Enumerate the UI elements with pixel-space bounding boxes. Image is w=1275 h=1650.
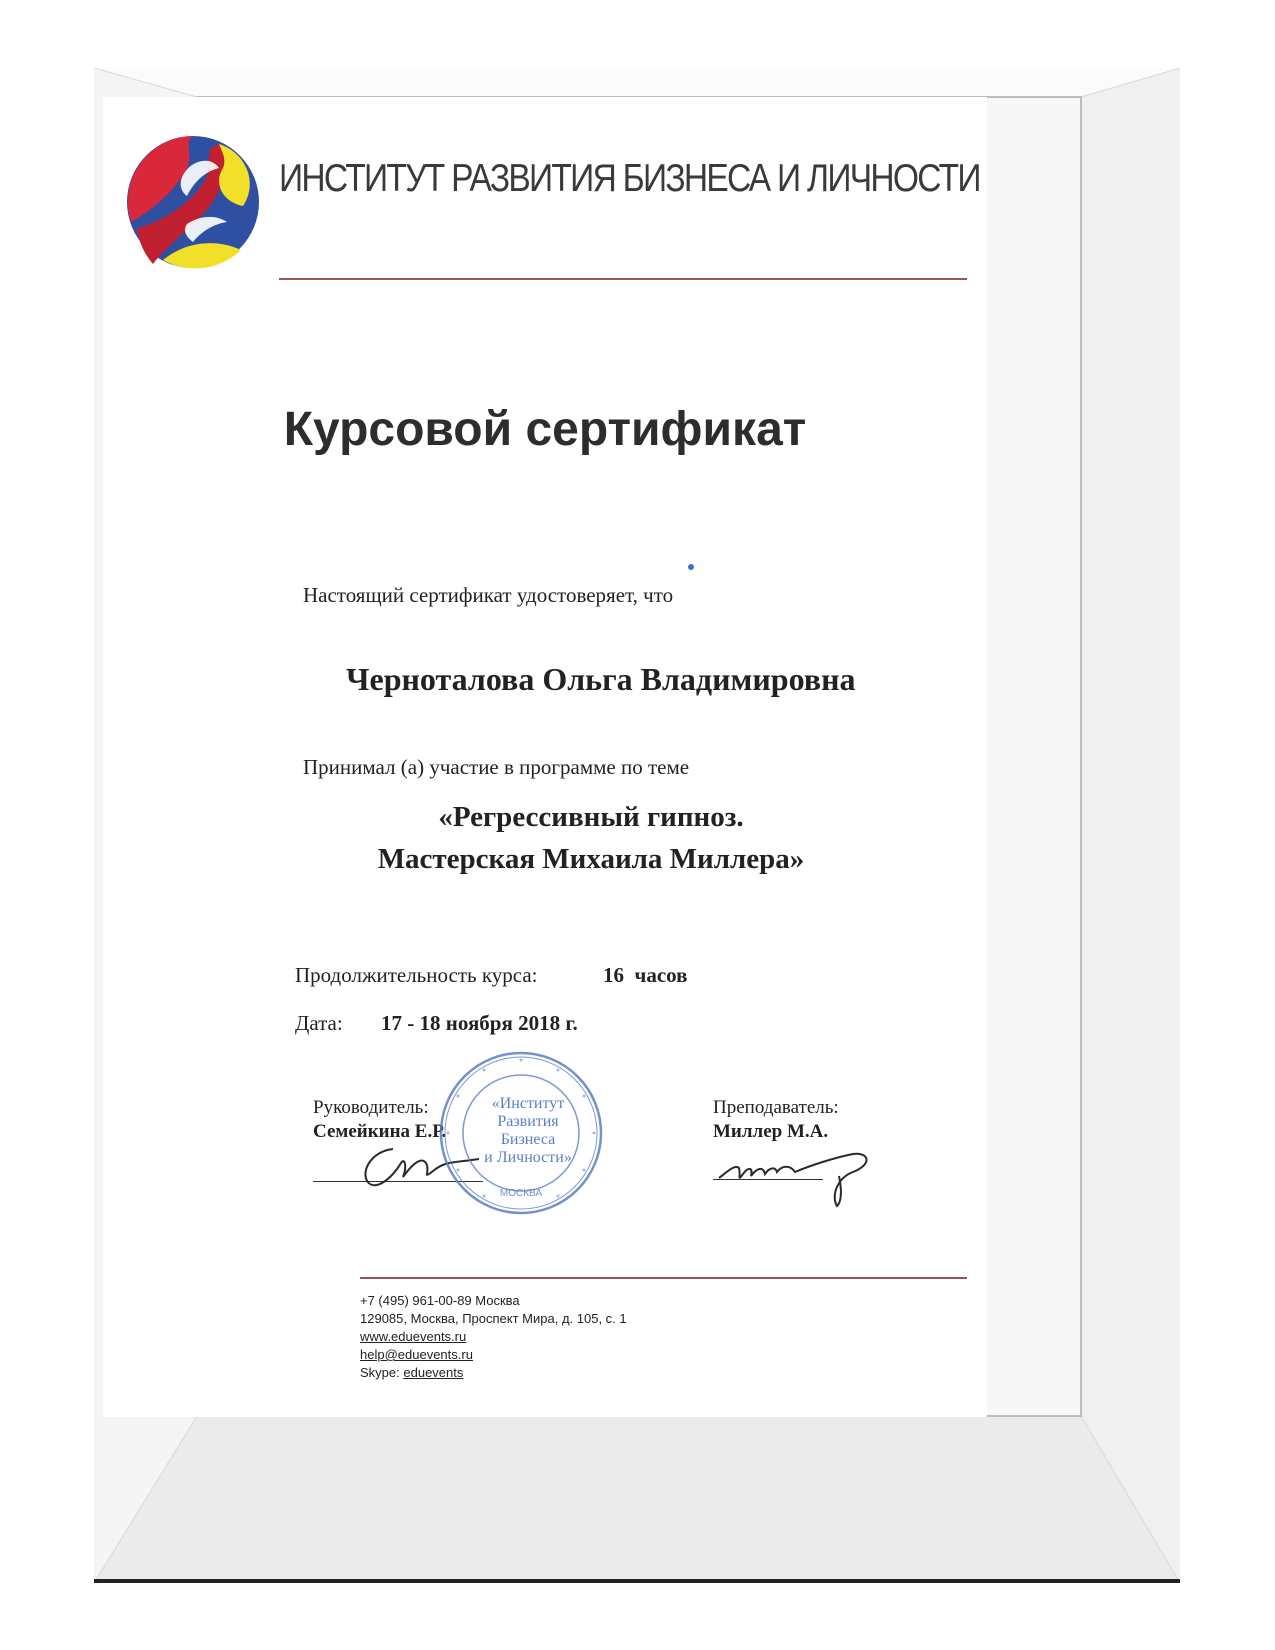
certificate-title: Курсовой сертификат <box>283 403 807 456</box>
institute-logo <box>123 132 263 272</box>
stamp-line4: и Личности» <box>484 1149 572 1166</box>
director-name: Семейкина Е.Р. <box>313 1121 447 1142</box>
institute-name: ИНСТИТУТ РАЗВИТИЯ БИЗНЕСА И ЛИЧНОСТИ <box>279 157 980 200</box>
director-label: Руководитель: <box>313 1097 429 1118</box>
stamp-line3: Бизнеса <box>500 1131 556 1148</box>
teacher-signature <box>713 1142 893 1212</box>
program-title <box>103 796 987 880</box>
stamp-line2: Развития <box>497 1113 559 1130</box>
recipient-name: Черноталова Ольга Владимировна <box>346 661 856 697</box>
footer-skype-label: Skype: <box>360 1365 400 1380</box>
contact-footer <box>360 1292 627 1382</box>
official-stamp <box>438 1050 604 1216</box>
program-intro: Принимал (а) участие в программе по теме <box>303 755 690 779</box>
stamp-city: МОСКВА <box>499 1188 543 1199</box>
stamp-line1: «Институт <box>491 1095 565 1112</box>
date-label: Дата: <box>295 1011 343 1035</box>
footer-divider <box>360 1277 967 1279</box>
date-value: 17 - 18 ноября 2018 г. <box>381 1011 578 1035</box>
certificate-paper <box>103 97 987 1417</box>
teacher-label: Преподаватель: <box>713 1097 839 1118</box>
header-divider <box>279 278 967 280</box>
footer-website-link[interactable]: www.eduevents.ru <box>360 1329 467 1344</box>
duration-label: Продолжительность курса: <box>295 963 538 987</box>
program-title-line2: Мастерская Михаила Миллера» <box>377 843 805 875</box>
footer-email-link[interactable]: help@eduevents.ru <box>360 1347 473 1362</box>
footer-phone: +7 (495) 961-00-89 Москва <box>360 1293 520 1308</box>
duration-value: 16 часов <box>603 963 688 987</box>
teacher-name: Миллер М.А. <box>713 1121 829 1142</box>
footer-skype-link[interactable]: eduevents <box>403 1365 464 1380</box>
footer-address: 129085, Москва, Проспект Мира, д. 105, с. 1 <box>360 1311 627 1326</box>
certificate-intro: Настоящий сертификат удостоверяет, что <box>303 583 674 607</box>
ink-dot <box>688 564 694 570</box>
footer-skype <box>360 1364 627 1382</box>
program-title-line1: «Регрессивный гипноз. <box>438 801 744 833</box>
